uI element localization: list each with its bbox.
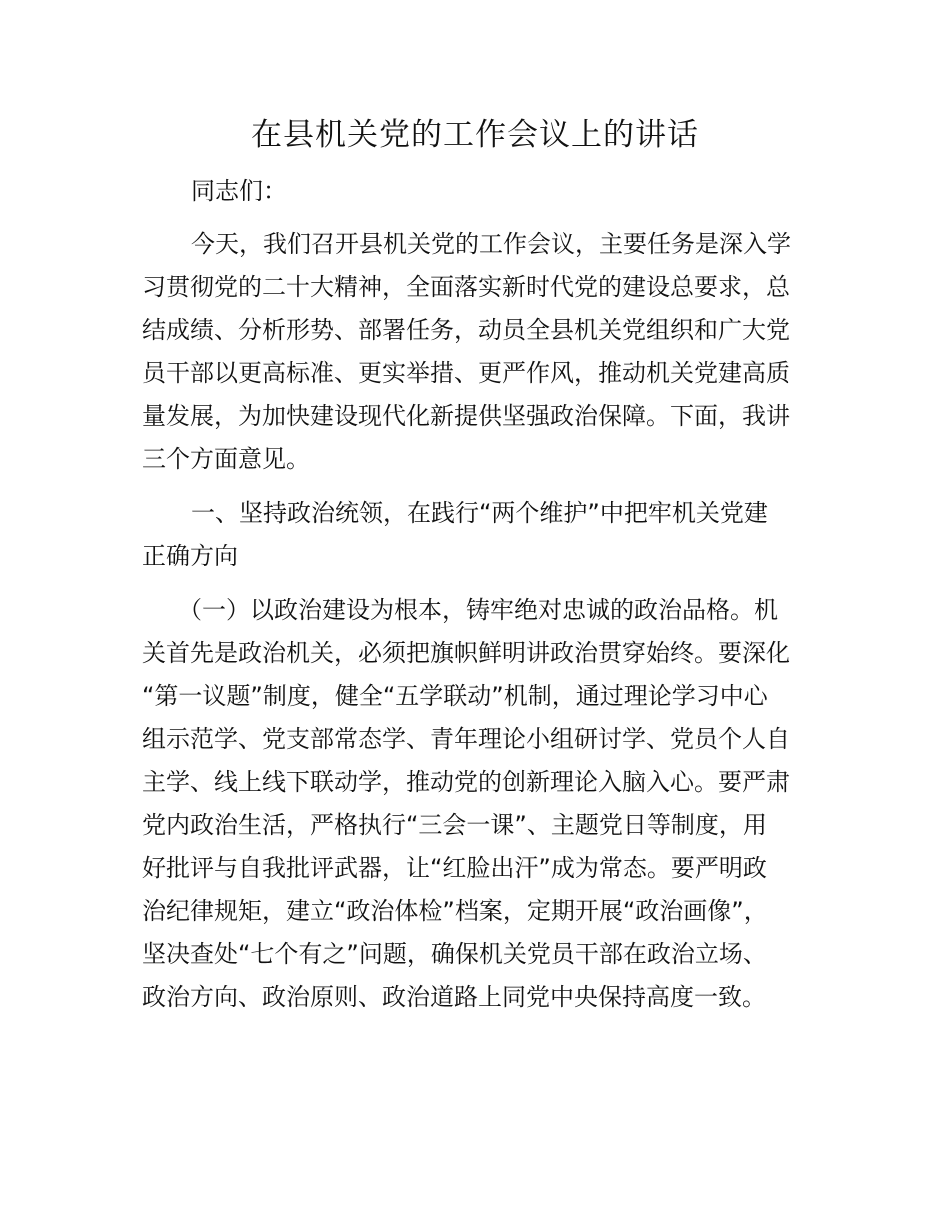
paragraph-1-line-5: 量发展，为加快建设现代化新提供坚强政治保障。下面，我讲 <box>142 402 790 430</box>
paragraph-2-line-10: 政治方向、政治原则、政治道路上同党中央保持高度一致。 <box>142 983 766 1011</box>
paragraph-2-line-9: 坚决查处“七个有之”问题，确保机关党员干部在政治立场、 <box>142 940 767 968</box>
paragraph-1-line-4: 员干部以更高标准、更实举措、更严作风，推动机关党建高质 <box>142 359 790 387</box>
paragraph-2-line-1: （一）以政治建设为根本，铸牢绝对忠诚的政治品格。机 <box>178 596 778 624</box>
heading-1-line-2: 正确方向 <box>142 542 238 570</box>
salutation: 同志们： <box>191 177 287 205</box>
paragraph-1-line-6: 三个方面意见。 <box>142 445 310 473</box>
document-title: 在县机关党的工作会议上的讲话 <box>251 117 699 153</box>
paragraph-2-line-7: 好批评与自我批评武器，让“红脸出汗”成为常态。要严明政 <box>142 854 767 882</box>
paragraph-2-line-2: 关首先是政治机关，必须把旗帜鲜明讲政治贯穿始终。要深化 <box>142 639 790 667</box>
paragraph-2-line-3: “第一议题”制度，健全“五学联动”机制，通过理论学习中心 <box>142 682 768 710</box>
paragraph-1-line-3: 结成绩、分析形势、部署任务，动员全县机关党组织和广大党 <box>142 316 790 344</box>
paragraph-2-line-8: 治纪律规矩，建立“政治体检”档案，定期开展“政治画像”， <box>142 897 768 925</box>
paragraph-2-line-6: 党内政治生活，严格执行“三会一课”、主题党日等制度，用 <box>142 811 767 839</box>
paragraph-2-line-4: 组示范学、党支部常态学、青年理论小组研讨学、党员个人自 <box>142 725 790 753</box>
paragraph-1-line-1: 今天，我们召开县机关党的工作会议，主要任务是深入学 <box>191 230 791 258</box>
heading-1-line-1: 一、坚持政治统领，在践行“两个维护”中把牢机关党建 <box>191 499 768 527</box>
paragraph-1-line-2: 习贯彻党的二十大精神，全面落实新时代党的建设总要求，总 <box>142 273 790 301</box>
paragraph-2-line-5: 主学、线上线下联动学，推动党的创新理论入脑入心。要严肃 <box>142 768 790 796</box>
